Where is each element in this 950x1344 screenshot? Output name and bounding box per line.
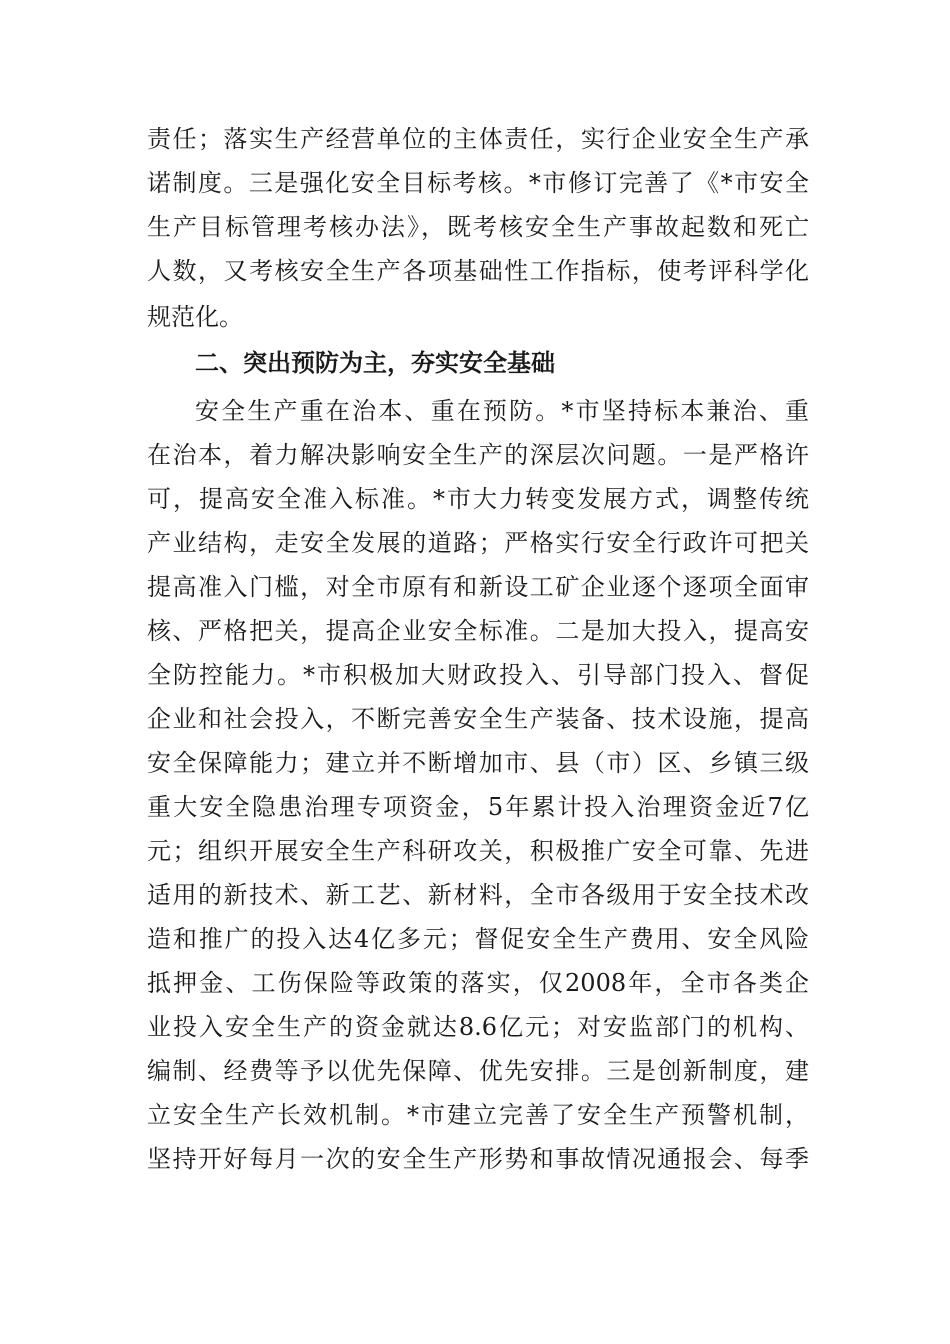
paragraph-line: 可，提高安全准入标准。*市大力转变发展方式，调整传统 [147, 485, 809, 513]
paragraph-line: 提高准入门槛，对全市原有和新设工矿企业逐个逐项全面审 [147, 573, 809, 601]
paragraph-line: 责任；落实生产经营单位的主体责任，实行企业安全生产承 [147, 125, 809, 153]
paragraph-line: 重大安全隐患治理专项资金，5年累计投入治理资金近7亿 [147, 793, 809, 821]
paragraph-line: 核、严格把关，提高企业安全标准。二是加大投入，提高安 [147, 617, 809, 645]
section-heading: 二、突出预防为主，夯实安全基础 [195, 349, 555, 377]
paragraph-line: 安全生产重在治本、重在预防。*市坚持标本兼治、重 [195, 397, 809, 425]
paragraph-line: 坚持开好每月一次的安全生产形势和事故情况通报会、每季 [147, 1145, 809, 1173]
paragraph-line: 安全保障能力；建立并不断增加市、县（市）区、乡镇三级 [147, 749, 809, 777]
paragraph-line: 元；组织开展安全生产科研攻关，积极推广安全可靠、先进 [147, 837, 809, 865]
paragraph-line: 生产目标管理考核办法》，既考核安全生产事故起数和死亡 [147, 213, 809, 241]
paragraph-line: 规范化。 [147, 303, 243, 331]
paragraph-line: 造和推广的投入达4亿多元；督促安全生产费用、安全风险 [147, 925, 809, 953]
paragraph-line: 抵押金、工伤保险等政策的落实，仅2008年，全市各类企 [147, 969, 809, 997]
paragraph-line: 产业结构，走安全发展的道路；严格实行安全行政许可把关 [147, 529, 809, 557]
paragraph-line: 全防控能力。*市积极加大财政投入、引导部门投入、督促 [147, 661, 809, 689]
paragraph-line: 编制、经费等予以优先保障、优先安排。三是创新制度，建 [147, 1057, 809, 1085]
paragraph-line: 人数，又考核安全生产各项基础性工作指标，使考评科学化 [147, 257, 809, 285]
paragraph-line: 在治本，着力解决影响安全生产的深层次问题。一是严格许 [147, 441, 809, 469]
paragraph-line: 企业和社会投入，不断完善安全生产装备、技术设施，提高 [147, 705, 809, 733]
paragraph-line: 业投入安全生产的资金就达8.6亿元；对安监部门的机构、 [147, 1013, 809, 1041]
paragraph-line: 诺制度。三是强化安全目标考核。*市修订完善了《*市安全 [147, 169, 809, 197]
paragraph-line: 立安全生产长效机制。*市建立完善了安全生产预警机制， [147, 1101, 809, 1129]
paragraph-line: 适用的新技术、新工艺、新材料，全市各级用于安全技术改 [147, 881, 809, 909]
